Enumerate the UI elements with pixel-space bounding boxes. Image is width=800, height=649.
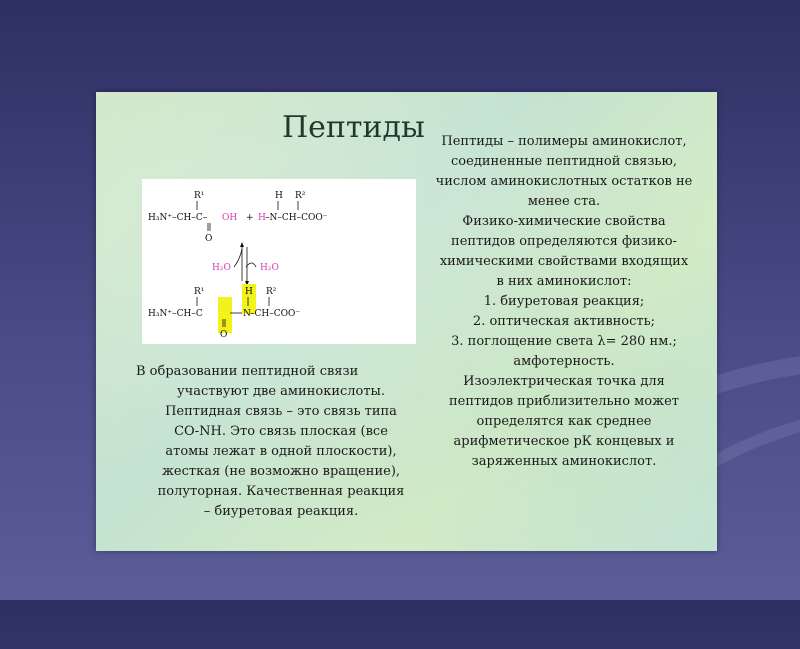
text-line: В образовании пептидной связи [136,364,359,379]
h-atom: H [258,213,266,223]
text-line: соединенные пептидной связью, [451,154,677,169]
text-line: пептидов определяются физико- [451,234,677,249]
carbonyl-o: O [205,234,213,244]
text-line: атомы лежат в одной плоскости), [165,444,397,459]
bottom-n: N [243,309,251,319]
r1-label-bottom: R¹ [194,287,205,297]
slide-title: Пептиды [282,110,425,145]
text-line: 1. биуретовая реакция; [483,294,645,309]
text-line: определятся как среднее [476,414,652,429]
top-left-group: H₃N⁺–CH–C– [148,213,208,223]
bottom-right-group: –CH–COO⁻ [250,309,301,319]
text-line: химическими свойствами входящих [439,254,689,269]
text-line: заряженных аминокислот. [471,454,657,469]
water-right: H₂O [260,263,279,273]
water-left: H₂O [212,263,231,273]
peptide-bond-scheme [142,179,416,344]
text-line: пептидов приблизительно может [449,394,679,409]
text-line: участвуют две аминокислоты. [176,384,386,399]
definition-text [424,132,704,472]
top-right-group: –N–CH–COO⁻ [265,213,328,223]
text-line: числом аминокислотных остатков не [435,174,693,189]
carbonyl-o-bottom: O [220,330,228,340]
co-highlight [218,297,232,333]
text-line: Изоэлектрическая точка для [463,374,665,389]
text-line: Пептидная связь – это связь типа [165,404,397,419]
bottom-left-group: H₃N⁺–CH–C [148,309,203,319]
text-line: 3. поглощение света λ= 280 нм.; [451,334,677,349]
oh-group: OH [222,213,238,223]
text-line: СО-NH. Это связь плоская (все [174,424,388,439]
text-line: Пептиды – полимеры аминокислот, [441,134,687,149]
text-line: жесткая (не возможно вращение), [161,464,401,479]
text-line: – биуретовая реакция. [203,504,359,519]
plus-sign: + [246,213,254,223]
r2-label: R² [295,191,306,201]
reaction-diagram [142,179,416,344]
text-line: полуторная. Качественная реакция [157,484,405,499]
h-top-label: H [275,191,283,201]
text-line: Физико-химические свойства [462,214,666,229]
h-bottom-label: H [245,287,253,297]
text-line: менее ста. [527,194,601,209]
text-line: в них аминокислот: [496,274,632,289]
peptide-bond-description [136,362,426,522]
text-line: амфотерность. [513,354,615,369]
r2-label-bottom: R² [266,287,277,297]
text-line: 2. оптическая активность; [472,314,656,329]
text-line: арифметическое рК концевых и [453,434,675,449]
slide-panel [96,92,717,551]
r1-label: R¹ [194,191,205,201]
